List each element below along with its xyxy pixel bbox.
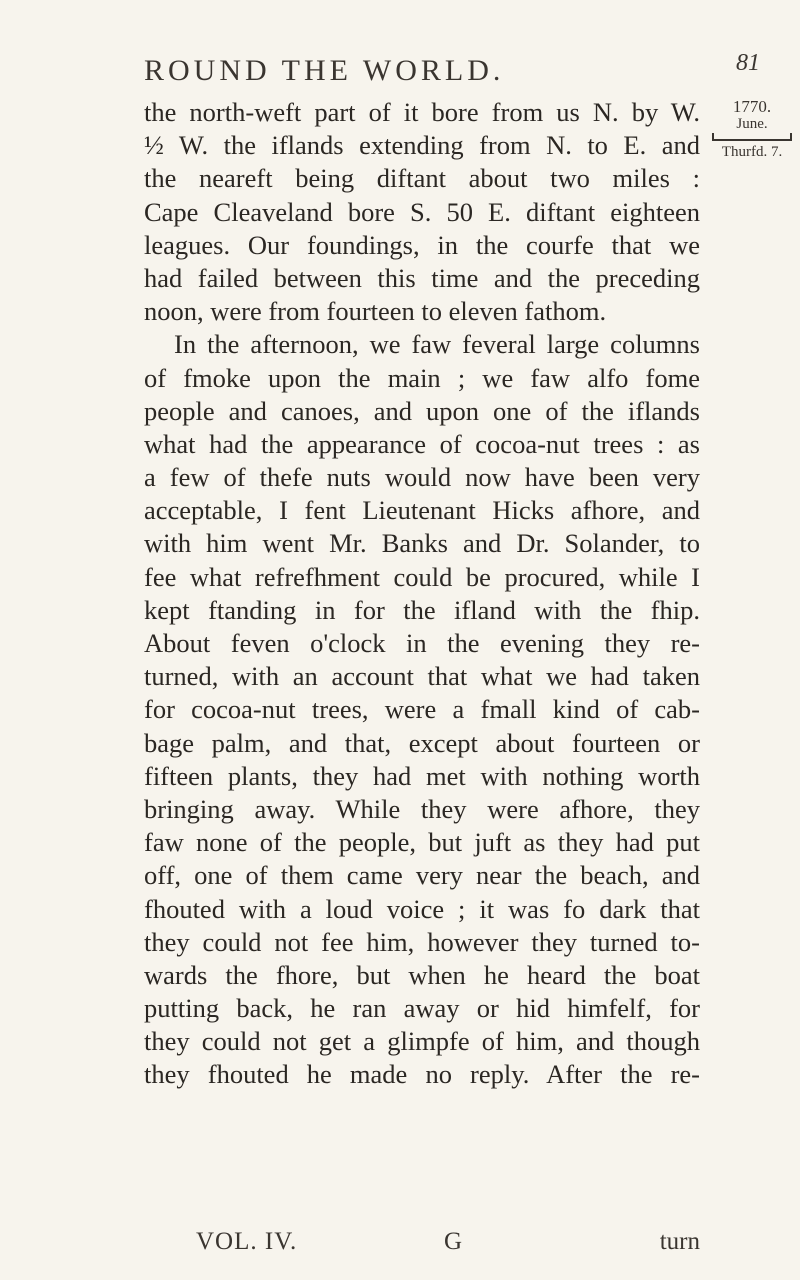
text-line: what had the appearance of cocoa-nut trees : as	[144, 428, 700, 459]
text-line: with him went Mr. Banks and Dr. Solander, to	[144, 528, 700, 559]
text-line: had failed between this time and the preceding	[144, 262, 700, 293]
text-line: acceptable, I fent Lieutenant Hicks afhore, and	[144, 495, 700, 526]
catchword: turn	[659, 1228, 700, 1255]
margin-year: 1770.	[732, 97, 772, 116]
text-line: putting back, he ran away or hid himfelf, for	[144, 993, 700, 1024]
text-line: they could not fee him, however they turned to-	[144, 926, 700, 957]
text-line: leagues. Our foundings, in the courfe that we	[144, 229, 700, 260]
text-line: off, one of them came very near the beach, and	[144, 860, 700, 891]
text-line: kept ftanding in for the ifland with the fhip.	[144, 594, 700, 625]
page-number: 81	[736, 50, 760, 76]
page-footer	[144, 1228, 700, 1262]
text-line: noon, were from fourteen to eleven fathom.	[144, 296, 607, 327]
signature-mark: G	[444, 1228, 463, 1255]
text-line: they could not get a glimpfe of him, and though	[144, 1026, 700, 1057]
text-line: fifteen plants, they had met with nothing worth	[144, 760, 700, 791]
text-line: turned, with an account that what we had taken	[144, 661, 700, 692]
margin-brace	[712, 133, 792, 141]
text-line: they fhouted he made no reply. After the re-	[144, 1059, 700, 1090]
text-line: bage palm, and that, except about fourteen or	[144, 727, 700, 758]
running-head: ROUND THE WORLD.	[144, 54, 505, 87]
text-line: of fmoke upon the main ; we faw alfo fome	[144, 362, 700, 393]
text-line: the north-weft part of it bore from us N. by W.	[144, 97, 700, 127]
text-line: In the afternoon, we faw feveral large columns	[174, 329, 700, 360]
volume-label: VOL. IV.	[196, 1228, 298, 1255]
text-line: fee what refrefhment could be procured, while I	[144, 561, 700, 592]
text-line: faw none of the people, but juft as they had put	[144, 827, 700, 858]
body-text	[144, 96, 700, 1092]
text-line: people and canoes, and upon one of the iflands	[144, 395, 700, 426]
text-line: About feven o'clock in the evening they re-	[144, 628, 700, 658]
text-line: Cape Cleaveland bore S. 50 E. diftant eighteen	[144, 196, 700, 227]
text-line: fhouted with a loud voice ; it was fo dark that	[144, 893, 700, 924]
margin-day: Thurfd. 7.	[721, 144, 783, 160]
text-line: wards the fhore, but when he heard the boat	[144, 959, 700, 990]
text-line: the neareft being diftant about two miles :	[144, 163, 700, 194]
text-line: for cocoa-nut trees, were a fmall kind of cab-	[144, 694, 700, 725]
margin-month: June.	[736, 116, 768, 132]
text-line: bringing away. While they were afhore, they	[144, 793, 700, 824]
text-line: ½ W. the iflands extending from N. to E. and	[144, 130, 700, 161]
text-line: a few of thefe nuts would now have been very	[144, 462, 700, 493]
